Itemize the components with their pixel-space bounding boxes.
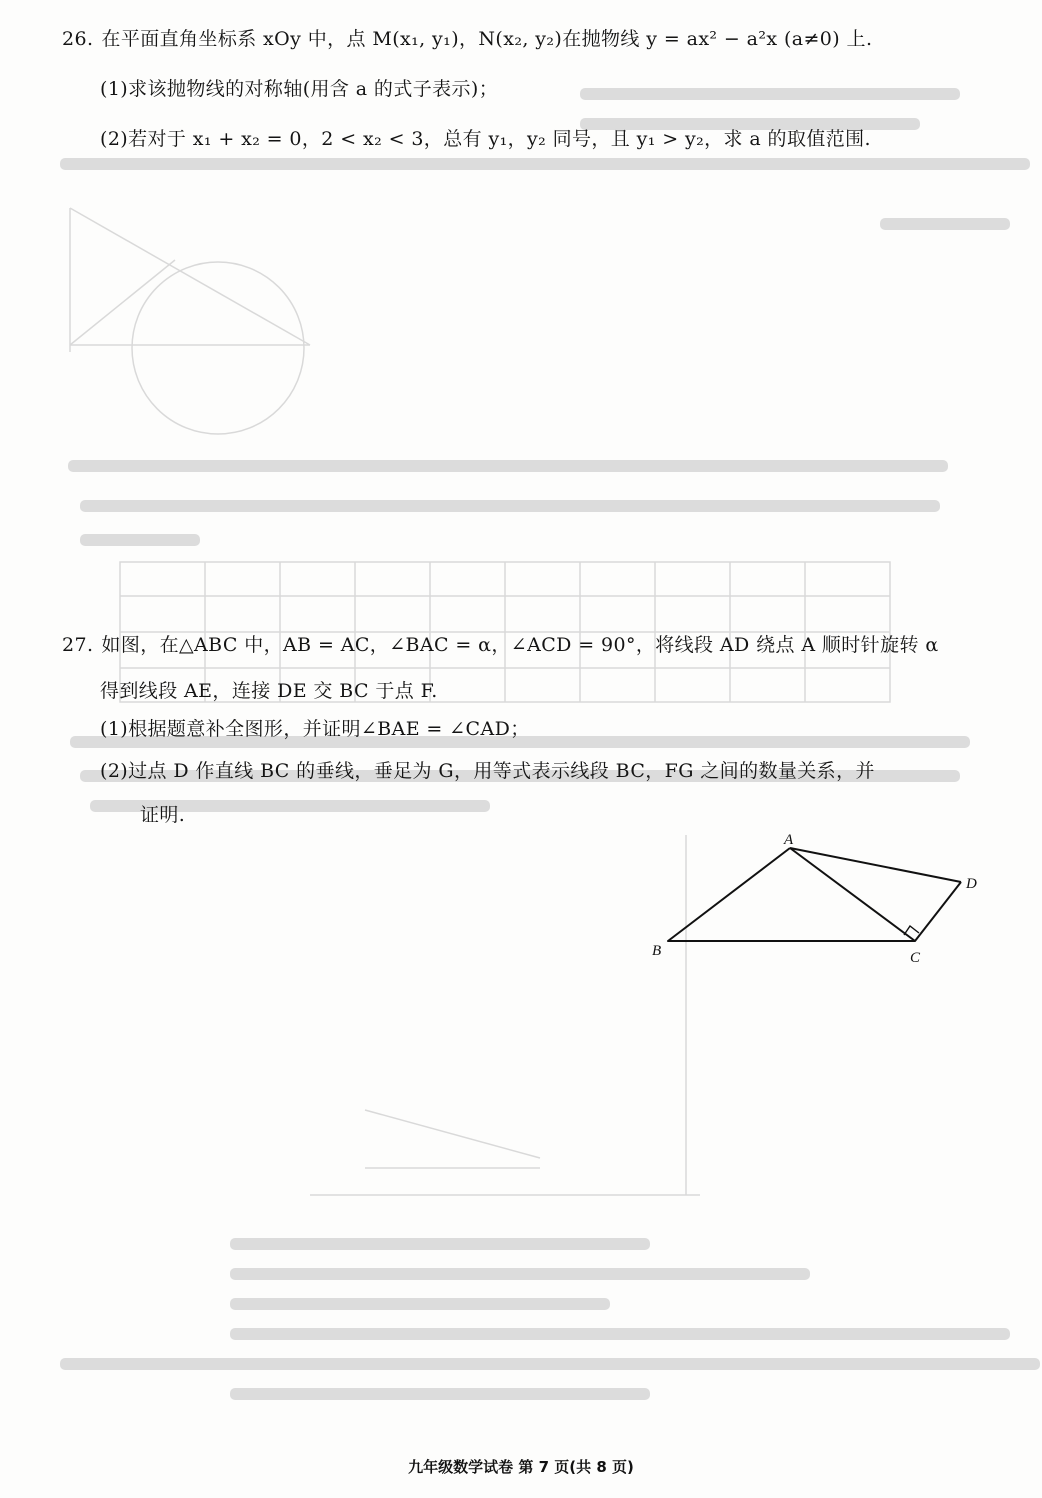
q26-number: 26. bbox=[62, 28, 94, 50]
q26-part1: (1)求该抛物线的对称轴(用含 a 的式子表示)； bbox=[100, 78, 499, 100]
label-d: D bbox=[966, 876, 977, 892]
q26-stem-line bbox=[62, 26, 872, 52]
segment-ad bbox=[790, 848, 961, 882]
q27-part2-line-2: 证明. bbox=[140, 804, 186, 826]
q27-number: 27. bbox=[62, 634, 94, 656]
q27-triangle-figure bbox=[640, 828, 1000, 976]
label-c: C bbox=[910, 950, 921, 966]
q27-stem-line-2: 得到线段 AE，连接 DE 交 BC 于点 F. bbox=[100, 680, 438, 702]
q26-stem: 在平面直角坐标系 xOy 中，点 M(x₁, y₁)，N(x₂, y₂)在抛物线 y = ax² − a²x (a≠0) 上. bbox=[101, 28, 873, 50]
q26-part2: (2)若对于 x₁ + x₂ = 0，2 < x₂ < 3，总有 y₁，y₂ 同号，且 y₁ > y₂，求 a 的取值范围. bbox=[100, 128, 871, 150]
label-a: A bbox=[784, 832, 794, 848]
q27-stem-1: 如图，在△ABC 中，AB = AC，∠BAC = α，∠ACD = 90°，将线段 AD 绕点 A 顺时针旋转 α bbox=[101, 634, 939, 656]
page-footer: 九年级数学试卷 第 7 页(共 8 页) bbox=[408, 1458, 634, 1476]
q27-part2-line-1: (2)过点 D 作直线 BC 的垂线，垂足为 G，用等式表示线段 BC，FG 之间的数量关系，并 bbox=[100, 760, 875, 782]
q27-stem-line-1 bbox=[62, 632, 939, 658]
triangle-abc bbox=[668, 848, 915, 941]
q27-part1: (1)根据题意补全图形，并证明∠BAE = ∠CAD； bbox=[100, 718, 530, 740]
label-b: B bbox=[652, 943, 662, 959]
segment-cd bbox=[915, 882, 961, 941]
